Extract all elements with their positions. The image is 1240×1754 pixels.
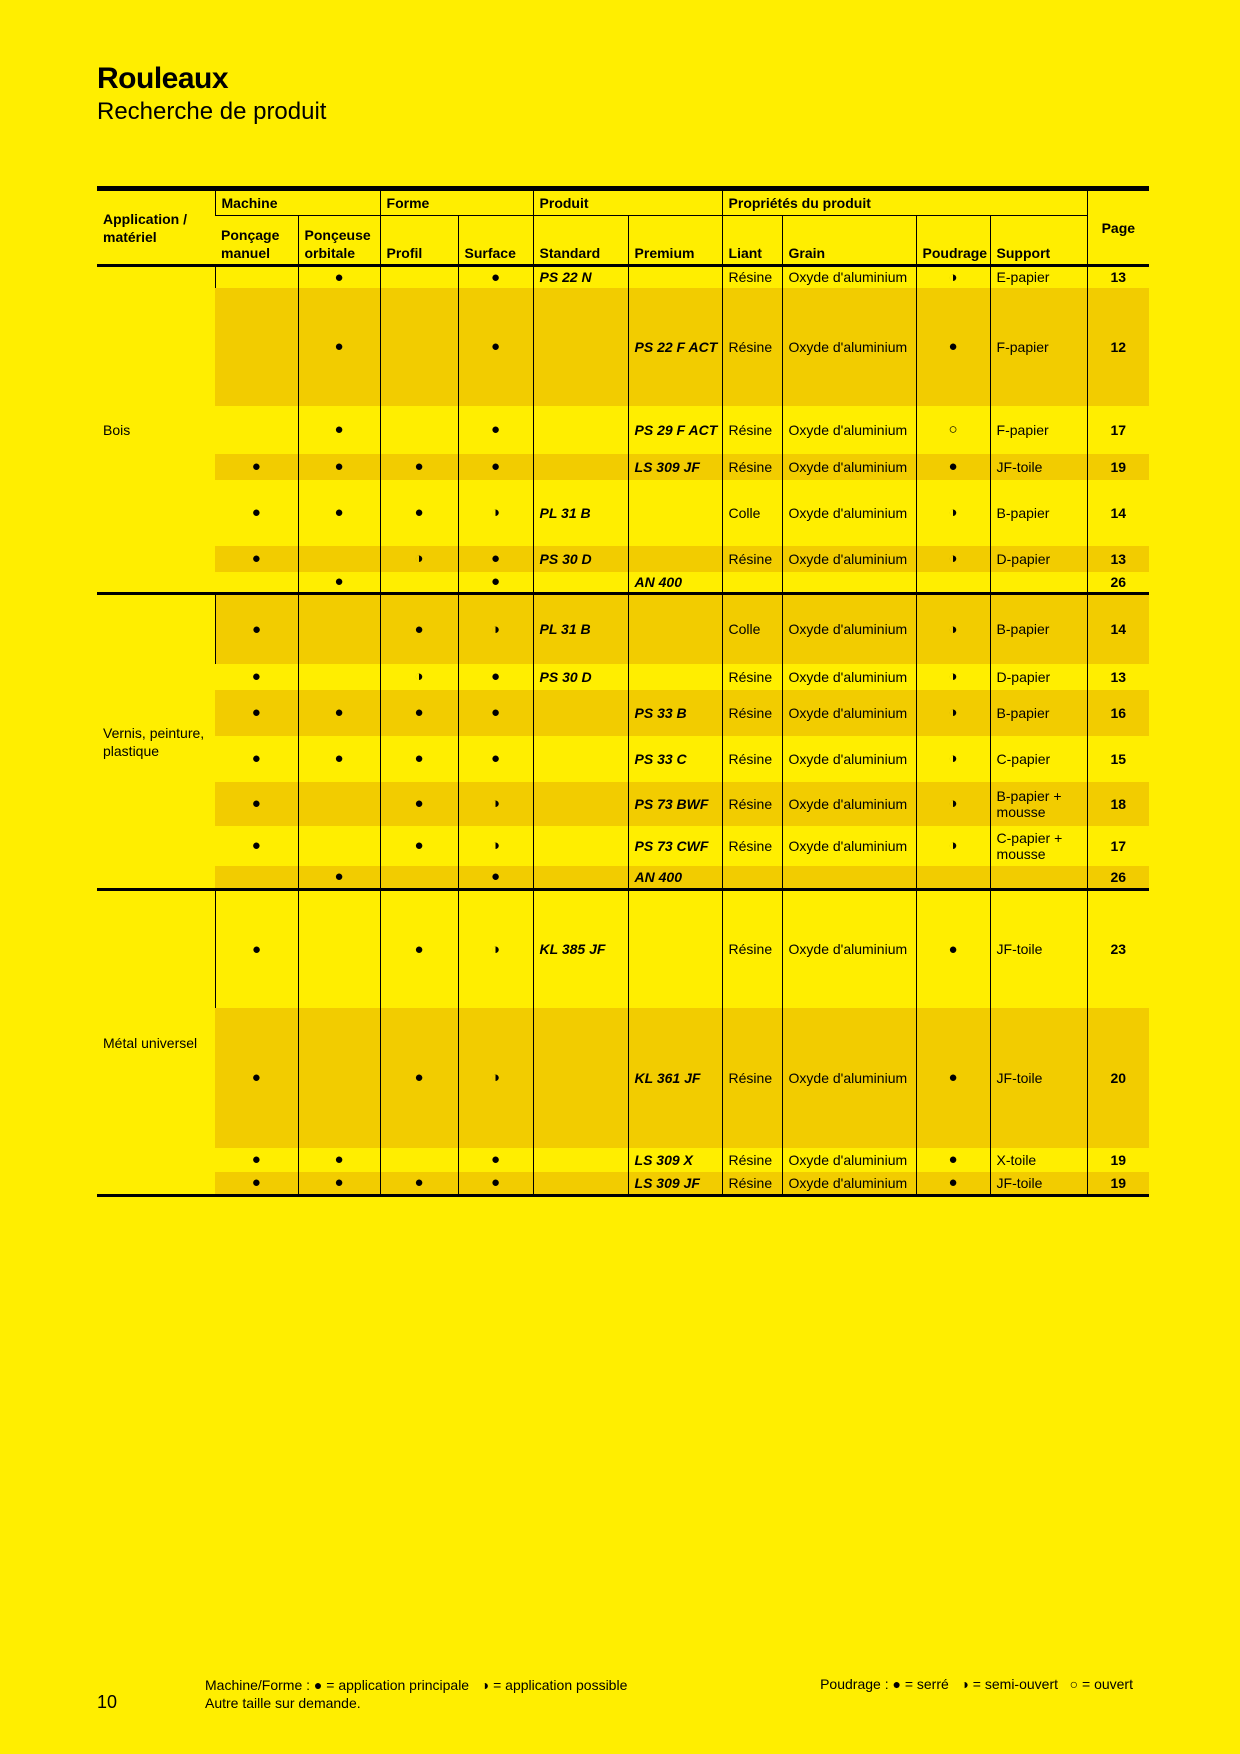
poudrage-cell: ● — [916, 1008, 990, 1148]
support-cell: B-papier — [990, 480, 1087, 546]
standard-product-cell — [533, 826, 628, 866]
header-support: Support — [990, 216, 1087, 266]
liant-cell: Résine — [722, 690, 782, 736]
poudrage-cell: ◑ — [916, 826, 990, 866]
poudrage-cell: ● — [916, 1148, 990, 1172]
ponceuse-orbitale-cell: ● — [298, 1148, 380, 1172]
grain-cell: Oxyde d'aluminium — [782, 690, 916, 736]
standard-product-cell: PL 31 B — [533, 594, 628, 664]
poncage-manuel-cell: ● — [215, 1008, 298, 1148]
table-row — [97, 594, 1149, 664]
footer-note: Autre taille sur demande. — [205, 1695, 361, 1711]
header-machine: Machine — [215, 189, 380, 216]
support-cell: JF-toile — [990, 1172, 1087, 1196]
surface-cell: ● — [458, 288, 533, 406]
poncage-manuel-cell: ● — [215, 546, 298, 572]
profil-cell: ● — [380, 782, 458, 826]
page-cell: 15 — [1087, 736, 1149, 782]
premium-product-cell — [628, 890, 722, 1008]
premium-product-cell — [628, 480, 722, 546]
ponceuse-orbitale-cell: ● — [298, 1172, 380, 1196]
grain-cell: Oxyde d'aluminium — [782, 826, 916, 866]
support-cell: B-papier — [990, 594, 1087, 664]
liant-cell: Résine — [722, 664, 782, 690]
liant-cell — [722, 866, 782, 890]
standard-product-cell — [533, 866, 628, 890]
profil-cell: ◑ — [380, 664, 458, 690]
ponceuse-orbitale-cell — [298, 826, 380, 866]
premium-product-cell: PS 73 BWF — [628, 782, 722, 826]
standard-product-cell — [533, 406, 628, 454]
header-poudrage: Poudrage — [916, 216, 990, 266]
ponceuse-orbitale-cell: ● — [298, 288, 380, 406]
page-cell: 13 — [1087, 546, 1149, 572]
liant-cell: Résine — [722, 1172, 782, 1196]
standard-product-cell — [533, 288, 628, 406]
table-row — [97, 690, 1149, 736]
premium-product-cell: PS 29 F ACT — [628, 406, 722, 454]
liant-cell: Résine — [722, 406, 782, 454]
application-group-label: Bois — [97, 266, 215, 594]
profil-cell: ● — [380, 890, 458, 1008]
poncage-manuel-cell: ● — [215, 890, 298, 1008]
poudrage-cell: ● — [916, 454, 990, 480]
poncage-manuel-cell: ● — [251, 504, 261, 521]
grain-cell: Oxyde d'aluminium — [782, 546, 916, 572]
standard-product-cell — [533, 1172, 628, 1196]
legend-machine-text: Machine/Forme : ● = application principale ◑ = application possible — [205, 1677, 628, 1693]
grain-cell: Oxyde d'aluminium — [782, 1008, 916, 1148]
premium-product-cell — [628, 546, 722, 572]
page-number: 10 — [97, 1692, 118, 1712]
liant-cell: Résine — [722, 454, 782, 480]
profil-cell — [380, 572, 458, 594]
liant-cell: Résine — [722, 288, 782, 406]
poudrage-cell: ◑ — [916, 690, 990, 736]
page-subtitle: Recherche de produit — [97, 98, 327, 125]
header-liant: Liant — [722, 216, 782, 266]
grain-cell: Oxyde d'aluminium — [782, 782, 916, 826]
grain-cell: Oxyde d'aluminium — [782, 736, 916, 782]
support-cell: JF-toile — [990, 890, 1087, 1008]
grain-cell: Oxyde d'aluminium — [782, 480, 916, 546]
liant-cell: Colle — [722, 594, 782, 664]
poudrage-cell: ◑ — [916, 266, 990, 288]
header-ponceuse-orbitale: Ponçeuse orbitale — [298, 216, 380, 266]
grain-cell: Oxyde d'aluminium — [782, 890, 916, 1008]
premium-product-cell: PS 22 F ACT — [628, 288, 722, 406]
premium-product-cell — [628, 664, 722, 690]
table-row — [97, 454, 1149, 480]
page-cell: 26 — [1087, 866, 1149, 890]
support-cell: E-papier — [990, 266, 1087, 288]
ponceuse-orbitale-cell: ● — [298, 406, 380, 454]
profil-cell: ● — [380, 690, 458, 736]
grain-cell: Oxyde d'aluminium — [782, 454, 916, 480]
poudrage-cell: ● — [916, 890, 990, 1008]
page-cell: 13 — [1087, 664, 1149, 690]
support-cell: D-papier — [990, 664, 1087, 690]
page-cell: 19 — [1087, 454, 1149, 480]
table-row — [97, 266, 1149, 288]
ponceuse-orbitale-cell: ● — [298, 736, 380, 782]
surface-cell: ● — [458, 664, 533, 690]
surface-cell: ● — [458, 1148, 533, 1172]
table-row — [97, 736, 1149, 782]
page-cell: 14 — [1087, 594, 1149, 664]
ponceuse-orbitale-cell: ● — [298, 690, 380, 736]
premium-product-cell: LS 309 JF — [628, 1172, 722, 1196]
table-row — [97, 664, 1149, 690]
standard-product-cell — [533, 572, 628, 594]
profil-cell: ● — [380, 826, 458, 866]
poudrage-cell: ◑ — [916, 546, 990, 572]
support-cell: D-papier — [990, 546, 1087, 572]
grain-cell: Oxyde d'aluminium — [782, 288, 916, 406]
premium-product-cell: AN 400 — [628, 866, 722, 890]
standard-product-cell — [533, 1148, 628, 1172]
liant-cell: Résine — [722, 826, 782, 866]
surface-cell: ◑ — [458, 890, 533, 1008]
poudrage-cell: ◑ — [916, 664, 990, 690]
standard-product-cell: PS 22 N — [533, 266, 628, 288]
table-body — [97, 266, 1149, 1196]
poudrage-cell: ◑ — [916, 736, 990, 782]
liant-cell: Résine — [722, 266, 782, 288]
table-row — [97, 572, 1149, 594]
liant-cell: Colle — [722, 480, 782, 546]
product-table — [97, 186, 1149, 1197]
liant-cell: Résine — [722, 1008, 782, 1148]
ponceuse-orbitale-cell — [298, 1008, 380, 1148]
support-cell: JF-toile — [990, 1008, 1087, 1148]
poudrage-cell — [916, 866, 990, 890]
grain-cell: Oxyde d'aluminium — [782, 1172, 916, 1196]
surface-cell: ● — [458, 690, 533, 736]
profil-cell — [380, 1148, 458, 1172]
poudrage-cell — [916, 572, 990, 594]
poncage-manuel-cell — [215, 866, 298, 890]
poncage-manuel-cell: ● — [215, 594, 298, 664]
header-page: Page — [1087, 189, 1149, 266]
poncage-manuel-cell: ● — [215, 690, 298, 736]
liant-cell: Résine — [722, 1148, 782, 1172]
ponceuse-orbitale-cell: ● — [298, 866, 380, 890]
poudrage-cell: ● — [916, 288, 990, 406]
header-proprietes: Propriétés du produit — [722, 189, 1087, 216]
page-title: Rouleaux — [97, 62, 229, 95]
profil-cell: ● — [380, 1008, 458, 1148]
standard-product-cell: PS 30 D — [533, 546, 628, 572]
surface-cell: ◑ — [458, 480, 533, 546]
standard-product-cell — [533, 690, 628, 736]
poncage-manuel-cell — [215, 572, 298, 594]
standard-product-cell: KL 385 JF — [533, 890, 628, 1008]
poudrage-cell: ◑ — [916, 782, 990, 826]
table-row — [97, 480, 1149, 546]
page-cell: 13 — [1087, 266, 1149, 288]
support-cell: B-papier — [990, 690, 1087, 736]
ponceuse-orbitale-cell: ● — [298, 266, 380, 288]
page-cell: 17 — [1087, 406, 1149, 454]
surface-cell: ● — [458, 572, 533, 594]
grain-cell — [782, 866, 916, 890]
grain-cell: Oxyde d'aluminium — [782, 664, 916, 690]
standard-product-cell — [533, 782, 628, 826]
ponceuse-orbitale-cell — [298, 782, 380, 826]
table-row — [97, 406, 1149, 454]
grain-cell: Oxyde d'aluminium — [782, 1148, 916, 1172]
poudrage-cell: ◑ — [916, 594, 990, 664]
header-profil: Profil — [380, 216, 458, 266]
application-group-label: Métal universel — [97, 890, 215, 1196]
premium-product-cell: KL 361 JF — [628, 1008, 722, 1148]
standard-product-cell — [533, 1008, 628, 1148]
profil-cell: ● — [380, 480, 458, 546]
grain-cell — [782, 572, 916, 594]
poncage-manuel-cell — [215, 406, 298, 454]
footer-legend-machine — [205, 1676, 627, 1712]
liant-cell — [722, 572, 782, 594]
page-cell: 18 — [1087, 782, 1149, 826]
ponceuse-orbitale-cell — [298, 664, 380, 690]
standard-product-cell: PL 31 B — [533, 480, 628, 546]
support-cell: C-papier + mousse — [990, 826, 1087, 866]
grain-cell: Oxyde d'aluminium — [782, 406, 916, 454]
table-row — [97, 288, 1149, 406]
standard-product-cell — [533, 454, 628, 480]
poncage-manuel-cell: ● — [251, 1151, 261, 1168]
surface-cell: ● — [458, 866, 533, 890]
surface-cell: ● — [458, 1172, 533, 1196]
table-row — [97, 826, 1149, 866]
table-row — [97, 782, 1149, 826]
profil-cell — [380, 266, 458, 288]
application-group-label: Vernis, peinture, plastique — [97, 594, 215, 890]
header-produit: Produit — [533, 189, 722, 216]
poncage-manuel-cell: ● — [215, 782, 298, 826]
liant-cell: Résine — [722, 782, 782, 826]
profil-cell: ● — [380, 454, 458, 480]
premium-product-cell: LS 309 JF — [628, 454, 722, 480]
liant-cell: Résine — [722, 890, 782, 1008]
table-row — [97, 1148, 1149, 1172]
table-row — [97, 1172, 1149, 1196]
poncage-manuel-cell — [215, 288, 298, 406]
footer-legend-poudrage: Poudrage : ● = serré ◑ = semi-ouvert ○ = ouvert — [820, 1676, 1133, 1692]
ponceuse-orbitale-cell — [298, 546, 380, 572]
profil-cell — [380, 288, 458, 406]
surface-cell: ◑ — [458, 594, 533, 664]
page-cell: 14 — [1087, 480, 1149, 546]
ponceuse-orbitale-cell: ● — [298, 572, 380, 594]
premium-product-cell — [628, 594, 722, 664]
premium-product-cell: LS 309 X — [628, 1148, 722, 1172]
poudrage-cell: ● — [916, 1172, 990, 1196]
page-cell: 16 — [1087, 690, 1149, 736]
poudrage-cell: ○ — [916, 406, 990, 454]
profil-cell: ◑ — [380, 546, 458, 572]
page-cell: 17 — [1087, 826, 1149, 866]
surface-cell: ● — [458, 546, 533, 572]
profil-cell: ● — [380, 1172, 458, 1196]
header-surface: Surface — [458, 216, 533, 266]
poncage-manuel-cell: ● — [215, 454, 298, 480]
table-row — [97, 890, 1149, 1008]
premium-product-cell: PS 33 B — [628, 690, 722, 736]
support-cell: F-papier — [990, 406, 1087, 454]
support-cell: JF-toile — [990, 454, 1087, 480]
page-cell: 19 — [1087, 1172, 1149, 1196]
page-cell: 26 — [1087, 572, 1149, 594]
surface-cell: ◑ — [458, 782, 533, 826]
page-cell: 20 — [1087, 1008, 1149, 1148]
table-row — [97, 546, 1149, 572]
poncage-manuel-cell: ● — [251, 668, 261, 685]
poncage-manuel-cell: ● — [215, 1172, 298, 1196]
page-cell: 23 — [1087, 890, 1149, 1008]
profil-cell — [380, 866, 458, 890]
premium-product-cell: AN 400 — [628, 572, 722, 594]
premium-product-cell: PS 73 CWF — [628, 826, 722, 866]
table-row — [97, 866, 1149, 890]
header-poncage-manuel: Ponçage manuel — [215, 216, 298, 266]
ponceuse-orbitale-cell: ● — [298, 454, 380, 480]
profil-cell — [380, 406, 458, 454]
premium-product-cell — [628, 266, 722, 288]
surface-cell: ● — [458, 454, 533, 480]
standard-product-cell — [533, 736, 628, 782]
header-grain: Grain — [782, 216, 916, 266]
support-cell — [990, 572, 1087, 594]
support-cell — [990, 866, 1087, 890]
profil-cell: ● — [380, 736, 458, 782]
support-cell: C-papier — [990, 736, 1087, 782]
ponceuse-orbitale-cell — [298, 594, 380, 664]
surface-cell: ● — [458, 406, 533, 454]
profil-cell: ● — [380, 594, 458, 664]
liant-cell: Résine — [722, 736, 782, 782]
support-cell: B-papier + mousse — [990, 782, 1087, 826]
page-cell: 19 — [1087, 1148, 1149, 1172]
standard-product-cell: PS 30 D — [533, 664, 628, 690]
support-cell: F-papier — [990, 288, 1087, 406]
header-premium: Premium — [628, 216, 722, 266]
poncage-manuel-cell: ● — [251, 837, 261, 854]
surface-cell: ◑ — [458, 1008, 533, 1148]
support-cell: X-toile — [990, 1148, 1087, 1172]
surface-cell: ◑ — [458, 826, 533, 866]
header-application: Application / matériel — [97, 189, 215, 266]
liant-cell: Résine — [722, 546, 782, 572]
table-row — [97, 1008, 1149, 1148]
poncage-manuel-cell — [215, 266, 298, 288]
premium-product-cell: PS 33 C — [628, 736, 722, 782]
page-cell: 12 — [1087, 288, 1149, 406]
surface-cell: ● — [458, 736, 533, 782]
poudrage-cell: ◑ — [916, 480, 990, 546]
header-forme: Forme — [380, 189, 533, 216]
surface-cell: ● — [458, 266, 533, 288]
ponceuse-orbitale-cell: ● — [298, 480, 380, 546]
grain-cell: Oxyde d'aluminium — [782, 594, 916, 664]
header-standard: Standard — [533, 216, 628, 266]
ponceuse-orbitale-cell — [298, 890, 380, 1008]
poncage-manuel-cell: ● — [251, 750, 261, 767]
grain-cell: Oxyde d'aluminium — [782, 266, 916, 288]
